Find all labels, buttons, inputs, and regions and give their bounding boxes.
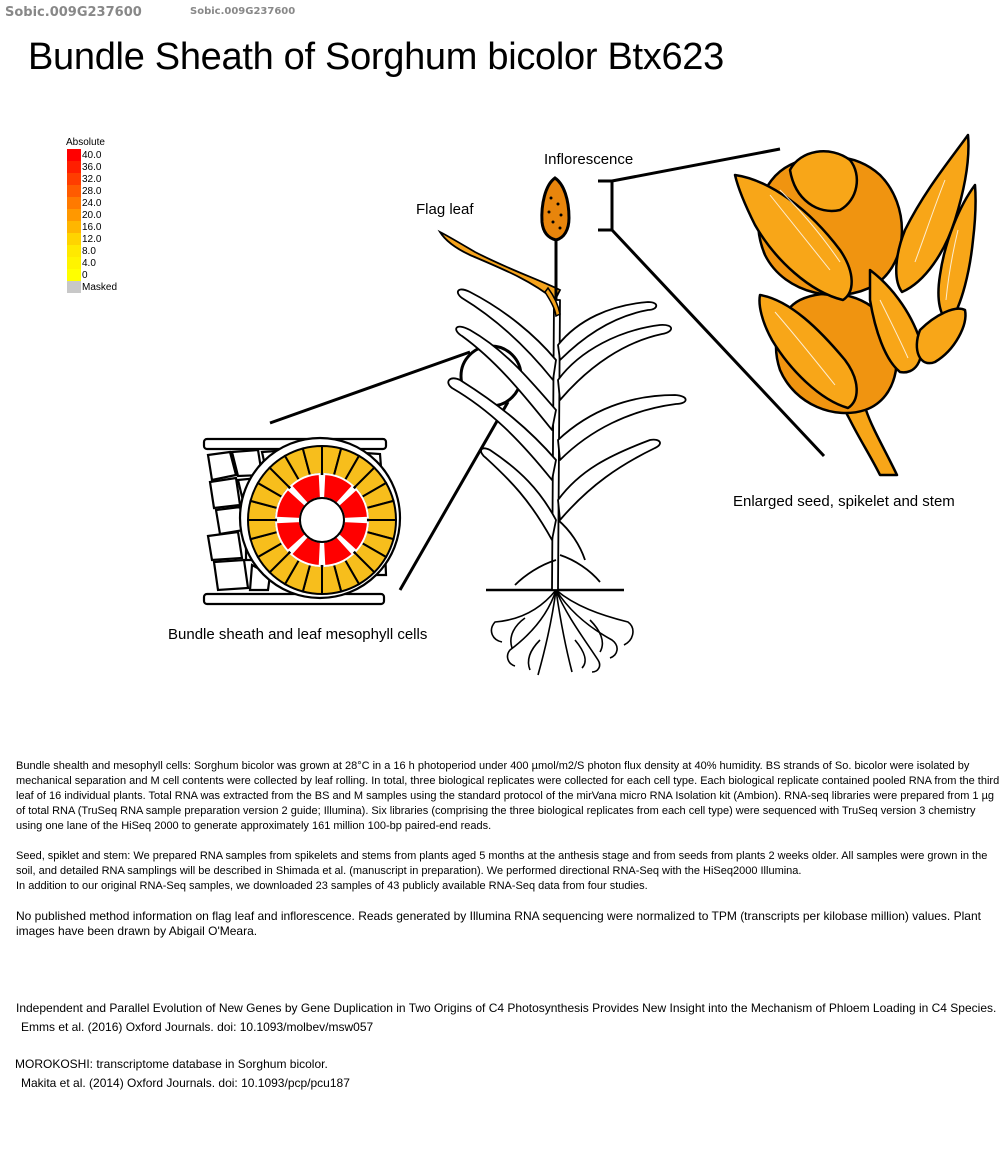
leaf-cross-section — [204, 438, 400, 604]
inflorescence-label: Inflorescence — [544, 151, 634, 168]
flag-leaf-label: Flag leaf — [416, 201, 474, 218]
sorghum-plant — [448, 290, 685, 675]
legend-label: 0 — [82, 270, 88, 281]
leaf-tip — [560, 555, 600, 582]
enlarged-spikelet — [735, 135, 976, 475]
leaf — [558, 440, 660, 520]
enlarged-seed-label: Enlarged seed, spikelet and stem — [733, 493, 955, 510]
description-methods: No published method information on flag leaf and inflorescence. Reads generated by Illumina RNA sequencing were normalized to TPM (transcripts per kilobase million) values. Plant images have been drawn by Abigail O'Meara. — [16, 909, 981, 938]
description-bundle-sheath: Bundle shealth and mesophyll cells: Sorghum bicolor was grown at 28°C in a 16 h photoperiod under 400 µmol/m2/S photon flux density at 40% humidity. BS strands of So. bicolor were isolated by mechanical separation and M cell contents were collected by leaf rolling. In total, three biological replicates were collected for each cell type. Each biological replicate contained pooled RNA from the third leaf of 16 individual plants. Total RNA was extracted from the BS and M samples using the standard protocol of the mirVana micro RNA Isolation kit (Ambion). RNA-seq libraries were prepared from 1 µg of total RNA (TruSeq RNA sample preparation version 2 guide; Illumina). Six libraries (comprising the three biological replicates from each cell type) were sequenced with TruSeq version 3 chemistry using one lane of the HiSeq 2000 to generate approximately 161 million 100-bp paired-end reads. — [16, 760, 1000, 832]
reference-citation: Makita et al. (2014) Oxford Journals. doi: 10.1093/pcp/pcu187 — [21, 1076, 350, 1090]
reference-citation: Emms et al. (2016) Oxford Journals. doi: 10.1093/molbev/msw057 — [21, 1020, 374, 1034]
reference-title: Independent and Parallel Evolution of New Genes by Gene Duplication in Two Origins of C4 Photosynthesis Provides New Insight into the Mechanism of Phloem Loading in C4 Species. — [16, 1001, 997, 1015]
page-title: Bundle Sheath of Sorghum bicolor Btx623 — [28, 36, 724, 78]
legend-label: 24.0 — [82, 198, 102, 209]
legend-label: 8.0 — [82, 246, 96, 257]
bundle-sheath-label: Bundle sheath and leaf mesophyll cells — [168, 626, 428, 643]
leaf — [558, 395, 686, 460]
leaf-tip — [558, 520, 585, 560]
description-seed-line-2: In addition to our original RNA-Seq samples, we downloaded 23 samples of 43 publicly available RNA-Seq data from four studies. — [16, 880, 648, 892]
legend-title: Absolute — [66, 137, 105, 148]
legend-label: 28.0 — [82, 186, 102, 197]
legend-label: 16.0 — [82, 222, 102, 233]
legend-label: 36.0 — [82, 162, 102, 173]
inflorescence-shape — [542, 178, 569, 240]
legend-label: 12.0 — [82, 234, 102, 245]
leaf-tip — [515, 560, 556, 585]
legend-label: Masked — [82, 282, 118, 293]
gene-id-label-secondary: Sobic.009G237600 — [190, 6, 296, 17]
legend-label: 20.0 — [82, 210, 102, 221]
legend-label: 4.0 — [82, 258, 96, 269]
roots — [491, 590, 632, 675]
description-seed-line-1: Seed, spiklet and stem: We prepared RNA samples from spikelets and stems from plants aged 5 months at the anthesis stage and from seeds from plants 2 weeks older. All samples were grown in the soil, and detailed RNA samplings will be described in Shimada et al. (manuscript in preparation). We performed directional RNA-Seq with the HiSeq2000 Illumina. — [16, 850, 988, 877]
legend-label: 32.0 — [82, 174, 102, 185]
reference-title: MOROKOSHI: transcriptome database in Sorghum bicolor. — [15, 1057, 328, 1071]
legend-label: 40.0 — [82, 150, 102, 161]
gene-id-label: Sobic.009G237600 — [5, 5, 142, 20]
description-seed — [16, 849, 1000, 894]
